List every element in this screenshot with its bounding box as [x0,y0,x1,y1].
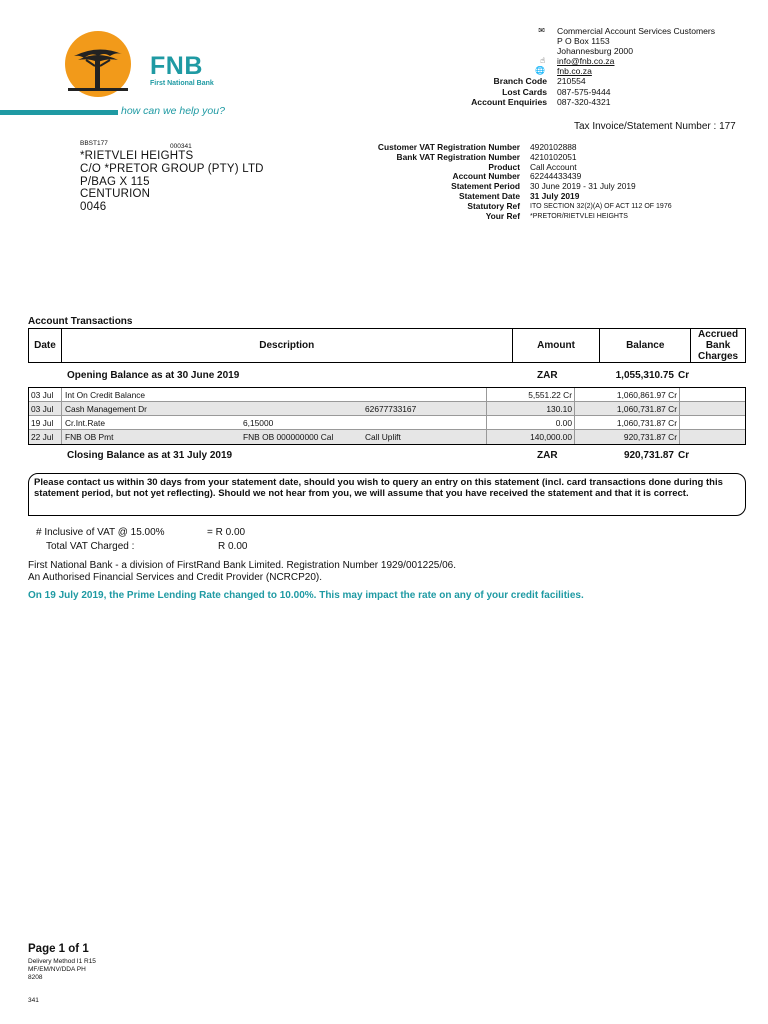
fnb-subtitle: First National Bank [150,80,214,87]
info-label: Statutory Ref [467,200,520,211]
info-value: 4210102051 [530,151,577,162]
customer-ref-code: BBST177 [80,140,108,147]
address-line: C/O *PRETOR GROUP (PTY) LTD [80,162,264,175]
header-balance: Balance [600,329,691,362]
website-link[interactable]: fnb.co.za [557,66,592,77]
globe-icon: 🌐 [535,66,545,76]
legal-text [28,560,456,584]
info-label: Customer VAT Registration Number [377,142,520,152]
address-line: 0046 [80,201,107,214]
txn-description-2: 6,15000 [243,418,274,428]
tax-invoice-number: Tax Invoice/Statement Number : 177 [574,121,736,132]
txn-amount: 0.00 [555,418,572,428]
statement-info [300,143,740,221]
info-value: Call Account [530,161,577,172]
txn-description: Int On Credit Balance [65,390,146,400]
header-description: Description [62,329,513,362]
table-row [29,416,745,430]
txn-description-3: 62677733167 [365,404,417,414]
txn-amount: 140,000.00 [530,432,572,442]
lost-cards-label: Lost Cards [502,86,547,97]
address-line: Johannesburg 2000 [557,46,633,57]
closing-currency: ZAR [537,450,558,461]
txn-amount: 130.10 [546,404,572,414]
opening-currency: ZAR [537,370,558,381]
opening-balance-label: Opening Balance as at 30 June 2019 [67,370,240,381]
header-accrued-charges: Accrued Bank Charges [698,329,739,362]
enquiries-label: Account Enquiries [471,96,547,107]
footer-code: 341 [28,997,39,1004]
footer-line: MF/EM/NV/DDA PH [28,966,86,973]
info-label: Product [488,161,520,172]
lost-cards-number: 087-575-9444 [557,86,611,97]
txn-description: FNB OB Pmt [65,432,114,442]
closing-balance-suffix: Cr [678,450,690,461]
opening-balance-row [28,368,746,384]
info-value: 30 June 2019 - 31 July 2019 [530,181,636,192]
mail-icon: ✉ [538,26,545,35]
prime-rate-notice: On 19 July 2019, the Prime Lending Rate changed to 10.00%. This may impact the rate on any of your credit facilities. [28,590,584,601]
branch-code: 210554 [557,76,586,87]
table-row [29,388,745,402]
tagline: how can we help you? [121,105,225,117]
page-number: Page 1 of 1 [28,943,89,955]
info-label: Statement Period [451,181,520,192]
table-row [29,402,745,416]
txn-description: Cash Management Dr [65,404,147,414]
address-line: *RIETVLEI HEIGHTS [80,150,194,162]
txn-date: 19 Jul [31,418,54,428]
branch-code-label: Branch Code [493,76,547,87]
tagline-bar [0,110,118,115]
enquiries-number: 087-320-4321 [557,96,611,107]
closing-balance-label: Closing Balance as at 31 July 2019 [67,450,233,461]
legal-line: First National Bank - a division of FirstRand Bank Limited. Registration Number 1929/001225/06. [28,560,456,571]
vat-inclusive-label: # Inclusive of VAT @ 15.00% [36,527,165,538]
footer-line: Delivery Method I1 R15 [28,958,96,965]
txn-date: 03 Jul [31,390,54,400]
vat-values [207,526,247,554]
header-date: Date [29,329,62,362]
txn-description: Cr.Int.Rate [65,418,106,428]
email-link[interactable]: info@fnb.co.za [557,56,615,67]
txn-description-3: Call Uplift [365,432,401,442]
query-notice: Please contact us within 30 days from your statement date, should you wish to query an entry on this statement (incl. card transactions done during this statement period, but not yet reflecting). Should we not hear from you, we will assume that you have received the statement and that it is correct. [28,473,746,516]
vat-total-value: R 0.00 [218,541,248,552]
footer-line: 8208 [28,974,43,981]
legal-line: An Authorised Financial Services and Credit Provider (NCRCP20). [28,572,323,583]
info-label: Bank VAT Registration Number [396,151,520,162]
address-line: P O Box 1153 [557,36,610,47]
opening-balance-amount: 1,055,310.75 [615,370,674,381]
customer-address [80,150,264,214]
vat-labels [36,526,165,554]
fnb-wordmark: FNB [150,52,203,80]
customer-ref-code-2: 000341 [170,143,192,150]
transactions-header [28,328,746,363]
footer-codes [28,958,96,982]
vat-inclusive-value: = R 0.00 [207,527,246,538]
header-amount: Amount [513,329,601,362]
opening-balance-suffix: Cr [678,370,690,381]
txn-description-2: FNB OB 000000000 Cal [243,432,334,442]
closing-balance-row [28,448,746,464]
address-line: Commercial Account Services Customers [557,26,716,36]
transactions-title: Account Transactions [28,316,133,327]
info-value: *PRETOR/RIETVLEI HEIGHTS [530,212,628,220]
vat-total-label: Total VAT Charged : [46,541,135,552]
txn-date: 03 Jul [31,404,54,414]
address-line: P/BAG X 115 [80,175,150,188]
address-line: CENTURION [80,188,151,201]
txn-balance: 1,060,731.87 Cr [616,404,677,414]
info-label: Your Ref [485,210,520,221]
info-value: ITO SECTION 32(2)(A) OF ACT 112 OF 1976 [530,202,672,210]
table-row [29,430,745,444]
info-label: Statement Date [459,190,520,201]
envelope-icon: ☝ [540,56,545,66]
contact-block [420,26,750,107]
info-value: 4920102888 [530,142,577,152]
txn-date: 22 Jul [31,432,54,442]
txn-balance: 920,731.87 Cr [623,432,677,442]
txn-balance: 1,060,861.97 Cr [616,390,677,400]
txn-amount: 5,551.22 Cr [528,390,572,400]
closing-balance-amount: 920,731.87 [623,450,674,461]
info-label: Account Number [452,171,520,182]
txn-balance: 1,060,731.87 Cr [616,418,677,428]
info-value: 31 July 2019 [530,190,580,201]
info-value: 62244433439 [530,171,582,182]
transactions-table [28,387,746,445]
